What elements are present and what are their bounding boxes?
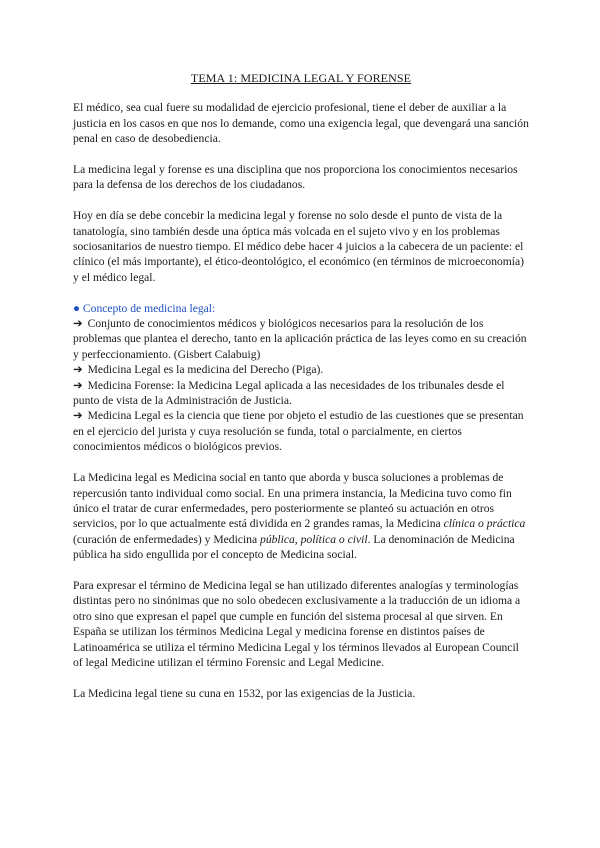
document-page [73,71,529,717]
arrow-right-icon: ➔ [73,409,83,423]
arrow-right-icon: ➔ [73,378,83,392]
concept-item [73,378,529,409]
paragraph-definition: La medicina legal y forense es una disciplina que nos proporciona los conocimientos necesarios para la defensa de los derechos de los ciudadanos. [73,163,518,192]
paragraph-today: Hoy en día se debe concebir la medicina legal y forense no solo desde el punto de vista de la tanatología, sino también desde una óptica más volcada en el sujeto vivo y en los problemas sociosanitarios de nuestro tiempo. El médico debe hacer 4 juicios a la cabecera de un paciente: el clínico (el más importante), el ético-deontológico, el económico (en términos de microeconomía) y el médico legal. [73,209,525,284]
paragraph-intro: El médico, sea cual fuere su modalidad de ejercicio profesional, tiene el deber de auxiliar a la justicia en los casos en que nos lo demande, como una exigencia legal, que devengará una sanción penal en caso de desobediencia. [73,101,529,146]
arrow-right-icon: ➔ [73,317,83,331]
concept-section [73,301,529,455]
bullet-icon: ● [73,301,81,315]
social-text-1: La Medicina legal es Medicina social en tanto que aborda y busca soluciones a problemas de repercusión tanto individual como social. En una primera instancia, la Medicina tuvo como fin único el tratar de curar enfermedades, pero posteriormente se planteó su actuación en otros servicios, por lo que actualmente está dividida en 2 grandes ramas, la Medicina [73,471,512,531]
concept-item-text: Medicina Forense: la Medicina Legal aplicada a las necesidades de los tribunales desde el punto de vista de la Administración de Justicia. [73,378,505,408]
arrow-right-icon: ➔ [73,363,83,377]
document-title: TEMA 1: MEDICINA LEGAL Y FORENSE [190,71,412,85]
concept-item [73,316,529,362]
paragraph-social-medicine [73,470,529,562]
social-text-2: (curación de enfermedades) y Medicina [73,532,261,546]
social-italic-public: pública, política o civil [260,532,368,546]
paragraph-terminology: Para expresar el término de Medicina legal se han utilizado diferentes analogías y terminologías distintas pero no sinónimas que no solo obedecen exclusivamente a la traducción de un idioma a otro sino que expresan el papel que cumple en función del sistema procesal al que sirven. En España se utilizan los términos Medicina Legal y medicina forense en distintos países de Latinoamérica se utiliza el término Medicina Legal y los términos llevados al European Council of legal Medicine utilizan el término Forensic and Legal Medicine. [73,578,521,669]
concept-item-text: Medicina Legal es la medicina del Derecho (Piga). [87,363,324,377]
social-text-3: . La denominación de Medicina pública ha sido engullida por el concepto de Medicina social. [73,532,515,562]
concept-heading-text: Concepto de medicina legal: [82,301,216,315]
concept-item [73,362,529,377]
social-italic-clinical: clínica o práctica [443,517,526,531]
concept-item-text: Medicina Legal es la ciencia que tiene por objeto el estudio de las cuestiones que se presentan en el ejercicio del jurista y cuya resolución se funda, total o parcialmente, en ciertos conocimientos médicos o biológicos previos. [73,409,524,454]
concept-heading [73,301,529,316]
concept-item [73,408,529,454]
concept-item-text: Conjunto de conocimientos médicos y biológicos necesarios para la resolución de los problemas que plantea el derecho, tanto en la aplicación práctica de las leyes como en su creación y perfeccionamiento. (Gisbert Calabuig) [73,317,527,361]
paragraph-origin: La Medicina legal tiene su cuna en 1532, por las exigencias de la Justicia. [73,686,416,700]
